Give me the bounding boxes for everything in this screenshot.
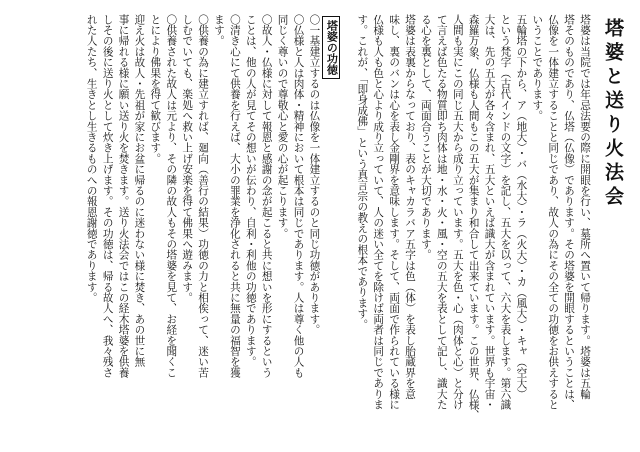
merit-line: 迎え火は故人・先祖が家にお盆に帰るのに迷わない様に焚き、あの世に無 [133,14,146,368]
intro-line: 五輪塔の下から、ア（地大）・バ（水大）・ラ（火大）・カ（風大）・キャ（空大） [515,14,528,400]
intro-line: す。これが、「即身成佛」という真言宗の教えの根本であります。 [356,14,369,330]
merit-line: ます。 [212,14,225,47]
intro-section [353,14,592,444]
merit-line: 〇故人・仏様に対して報恩と感謝の念が起こると共に想いを形にするという [260,14,273,378]
merit-line: 事に帰れる様に願い送り火を焚きます。送り火法会ではこの経木塔婆を供養 [117,14,130,378]
merit-line: 〇供養された故人は元より、その隣の故人もその塔婆を見て、お経を聞くこ [165,14,178,378]
merits-section [83,14,322,444]
intro-line: 森羅万象、仏様も人間もこの五大が集まり和合して出来ています。この世界、仏様、 [467,14,480,421]
merit-line: れた人たち、生きとし生きるものへの報恩謝徳であります。 [85,14,98,303]
intro-line: 塔婆は当院では年忌法要の際に開眼を行い、墓所へ置いて帰ります。塔婆は五輪 [579,14,591,400]
intro-line: 仏様も人も色と心より成り立っていて、人の迷い全てを除けば両者は同じでありま [372,14,385,410]
merit-line: 〇清き心にて供養を行えば、大小の罪業を浄化されると共に無量の福智を獲 [228,14,241,378]
merit-line: しむでいても、楽処へ救い上げ安楽を得て佛果へ遊みます。 [181,14,194,303]
intro-line: 仏像を一体建立することと同じであり、故人の為にその全ての功徳をお供えすると [547,14,560,410]
merit-line: しその後に送り火として炊き上げます。その功徳は、帰る故人へ、我々残さ [101,14,114,378]
intro-line: 人間も実にこの同じ五大から成り立っています。五大を色・心（肉体と心）と分け [451,14,464,410]
intro-line: 塔婆は表裏からなっており、表のキャカラバア五字は色（体）を表し胎蔵界を意 [404,14,417,400]
merit-line: ことは、他の人が見てその想いが伝わり、自利・利他の功徳であります。 [244,14,257,368]
section-heading: 塔婆の功徳 [322,16,340,79]
intro-line: 味し、裏のバンは心を表し金剛界を意味します。そして、両面で作られている様に [388,14,401,410]
intro-line: る心を裏として、両面合うことが大切であります。 [419,14,432,261]
intro-line: いうことであります。 [531,14,544,121]
merit-line: 〇仏様と人は肉体・精神において根本は同じであります。人は尊く他の人も [292,14,305,378]
intro-line: 塔そのものであり、仏塔（仏像）であります。その塔婆を開眼するということは、 [563,14,576,410]
merit-line: 〇供養の為に建立すれば、廻向（善行の結果）功徳の力と相俟って、迷い苦 [197,14,210,378]
intro-line: という梵字（古代インドの文字）を記し、五大を以って、六大を表します。第六識 [499,14,512,410]
merit-line: 〇一基建立するのは仏像を一体建立するのと同じ功徳があります。 [308,14,321,335]
merit-line: とにより佛果を得て歓びます。 [149,14,162,164]
document-title: 塔婆と送り火法会 [602,18,624,210]
section-heading-wrap [323,14,341,444]
intro-line: 大は、先の五大が各々含まれ、五大といえば識大が含まれています。世界も宇宙・ [483,14,496,410]
intro-line: て言えば色たる物質即ち肉体は地・水・火・風・空の五大を表として記し、識大た [435,14,448,410]
merit-line: 同じく尊いので尊敬心と愛の心が起こります。 [276,14,289,239]
